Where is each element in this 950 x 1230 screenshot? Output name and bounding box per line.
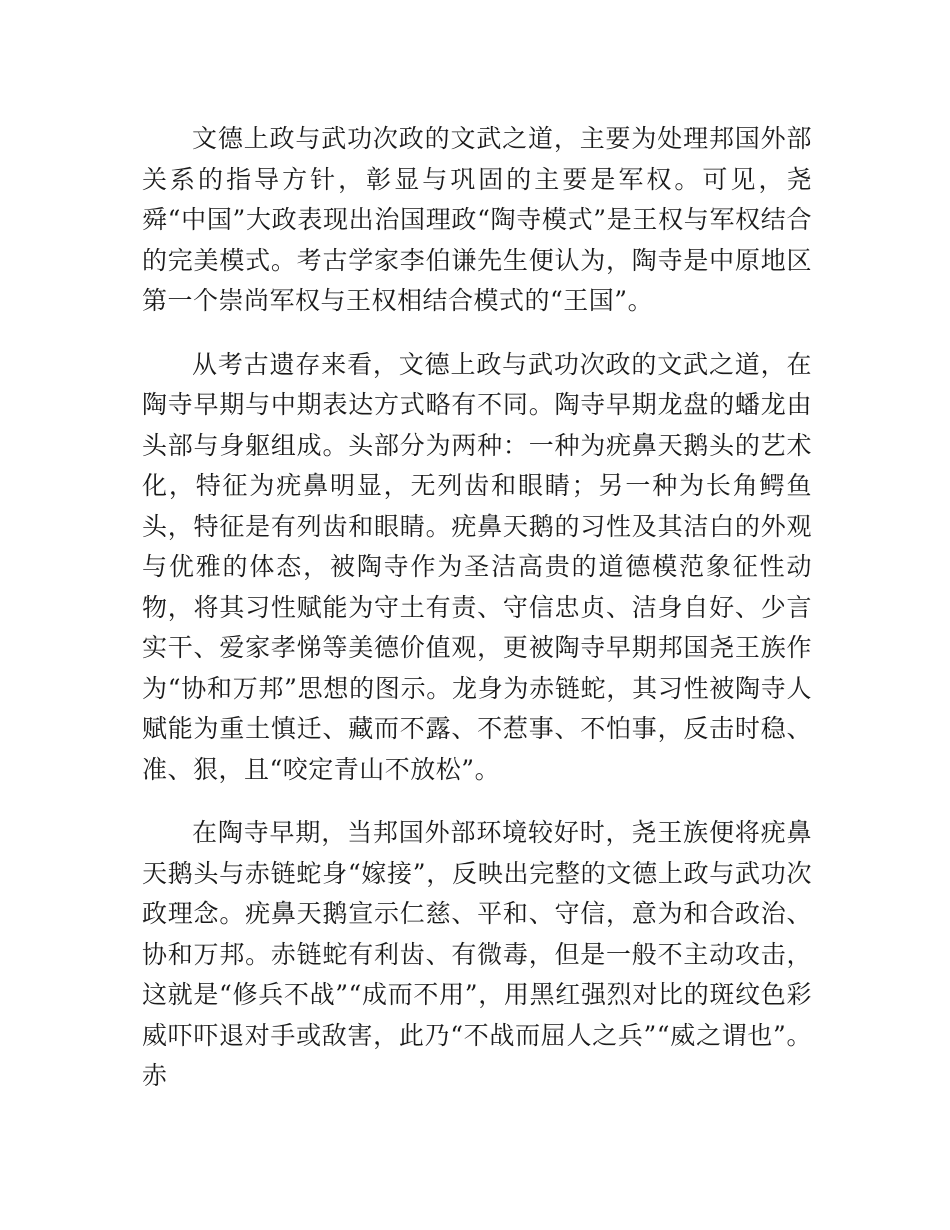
paragraph-2: 从考古遗存来看，文德上政与武功次政的文武之道，在陶寺早期与中期表达方式略有不同。陶寺早期龙盘的蟠龙由头部与身躯组成。头部分为两种：一种为疣鼻天鹅头的艺术化，特征为疣鼻明显，无列齿和眼睛；另一种为长角鳄鱼头，特征是有列齿和眼睛。疣鼻天鹅的习性及其洁白的外观与优雅的体态，被陶寺作为圣洁高贵的道德模范象征性动物，将其习性赋能为守土有责、守信忠贞、洁身自好、少言实干、爱家孝悌等美德价值观，更被陶寺早期邦国尧王族作为“协和万邦”思想的图示。龙身为赤链蛇，其习性被陶寺人赋能为重土慎迁、藏而不露、不惹事、不怕事，反击时稳、准、狠，且“咬定青山不放松”。 [142,349,812,784]
paragraph-1: 文德上政与武功次政的文武之道，主要为处理邦国外部关系的指导方针，彰显与巩固的主要是军权。可见，尧舜“中国”大政表现出治国理政“陶寺模式”是王权与军权结合的完美模式。考古学家李伯谦先生便认为，陶寺是中原地区第一个崇尚军权与王权相结合模式的“王国”。 [142,124,812,315]
paragraph-3: 在陶寺早期，当邦国外部环境较好时，尧王族便将疣鼻天鹅头与赤链蛇身“嫁接”，反映出完整的文德上政与武功次政理念。疣鼻天鹅宣示仁慈、平和、守信，意为和合政治、协和万邦。赤链蛇有利齿、有微毒，但是一般不主动攻击，这就是“修兵不战”“成而不用”，用黑红强烈对比的斑纹色彩威吓吓退对手或敌害，此乃“不战而屈人之兵”“威之谓也”。赤 [142,818,812,1090]
body-text [142,119,812,1120]
